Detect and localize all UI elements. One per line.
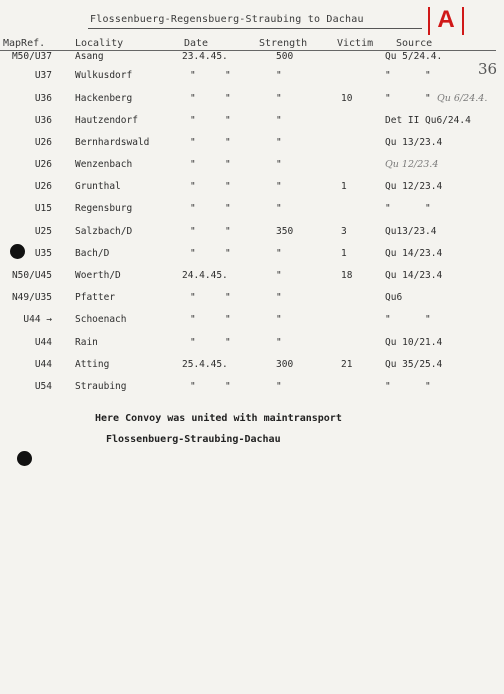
footer-note-line2: Flossenbuerg-Straubing-Dachau [106,434,281,445]
cell-locality: Asang [75,51,104,62]
cell-source: " [385,314,391,325]
cell-source-note: Qu 12/23.4 [385,159,439,170]
cell-locality: Atting [75,359,110,370]
cell-strength: " [276,70,282,81]
cell-date-ditto: " [190,203,196,214]
cell-mapref: N49/U35 [11,292,52,303]
cell-strength: " [276,181,282,192]
cell-date-ditto: " [225,137,231,148]
header-strength: Strength [259,38,308,49]
header-locality: Locality [75,38,124,49]
stamp-bar-right [462,7,464,35]
cell-source: Qu 35/25.4 [385,359,443,370]
cell-mapref: U37 [34,70,52,81]
cell-date: 25.4.45. [182,359,228,370]
punch-hole-mark [17,451,32,466]
cell-source-note: Qu 6/24.4. [437,93,488,104]
cell-mapref: M50/U37 [11,51,52,62]
cell-locality: Bernhardswald [75,137,150,148]
cell-date-ditto: " [190,337,196,348]
cell-source: " [385,70,391,81]
cell-date-ditto: " [190,137,196,148]
cell-date-ditto: " [225,115,231,126]
cell-date-ditto: " [225,226,231,237]
cell-locality: Rain [75,337,98,348]
cell-strength: " [276,93,282,104]
cell-victim: 18 [341,270,353,281]
cell-mapref: U54 [34,381,52,392]
cell-strength: " [276,248,282,259]
cell-strength: 300 [276,359,294,370]
cell-date-ditto: " [190,381,196,392]
cell-date-ditto: " [190,292,196,303]
cell-source-ditto: " [425,314,431,325]
cell-date-ditto: " [225,181,231,192]
cell-locality: Regensburg [75,203,133,214]
cell-locality: Schoenach [75,314,127,325]
cell-mapref: U36 [34,115,52,126]
cell-source-ditto: " [425,203,431,214]
header-victim: Victim [337,38,374,49]
cell-strength: " [276,137,282,148]
cell-locality: Hautzendorf [75,115,138,126]
cell-victim: 3 [341,226,347,237]
cell-mapref: U15 [34,203,52,214]
cell-mapref: U26 [34,181,52,192]
cell-locality: Grunthal [75,181,121,192]
cell-date-ditto: " [190,159,196,170]
cell-date-ditto: " [225,159,231,170]
cell-date-ditto: " [225,337,231,348]
cell-locality: Bach/D [75,248,110,259]
cell-date-ditto: " [225,70,231,81]
cell-date-ditto: " [190,248,196,259]
cell-source: " [385,93,391,104]
stamp-letter: A [437,6,455,33]
cell-victim: 1 [341,248,347,259]
footer-note-line1: Here Convoy was united with maintransport [95,413,342,424]
handwritten-a-stamp [426,5,466,35]
header-mapref: MapRef. [3,38,46,49]
cell-mapref: U26 [34,159,52,170]
cell-strength: " [276,270,282,281]
cell-date-ditto: " [225,203,231,214]
cell-source: Qu 14/23.4 [385,270,443,281]
cell-source-ditto: " [425,93,431,104]
cell-date-ditto: " [225,248,231,259]
header-source: Source [396,38,433,49]
title-underline [88,28,422,29]
cell-source-ditto: " [425,381,431,392]
cell-date: 23.4.45. [182,51,228,62]
cell-victim: 21 [341,359,353,370]
cell-locality: Salzbach/D [75,226,133,237]
cell-date-ditto: " [225,314,231,325]
cell-date-ditto: " [190,181,196,192]
cell-source: Qu13/23.4 [385,226,437,237]
cell-mapref: U35 [34,248,52,259]
cell-source: Qu 13/23.4 [385,137,443,148]
cell-source: " [385,203,391,214]
cell-strength: " [276,203,282,214]
cell-strength: " [276,337,282,348]
cell-date-ditto: " [225,292,231,303]
cell-date-ditto: " [225,93,231,104]
cell-date-ditto: " [190,70,196,81]
cell-locality: Hackenberg [75,93,133,104]
cell-locality: Wulkusdorf [75,70,133,81]
cell-source: " [385,381,391,392]
cell-strength: 500 [276,51,294,62]
cell-source: Qu 14/23.4 [385,248,443,259]
document-title: Flossenbuerg-Regensbuerg-Straubing to Dachau [90,14,364,25]
header-date: Date [184,38,209,49]
cell-source: Qu 10/21.4 [385,337,443,348]
cell-mapref: U44 [34,359,52,370]
cell-strength: " [276,115,282,126]
cell-locality: Pfatter [75,292,116,303]
cell-mapref: U36 [34,93,52,104]
cell-source: Qu6 [385,292,403,303]
cell-strength: 350 [276,226,294,237]
cell-mapref: U44 → [23,314,52,325]
cell-source-ditto: " [425,70,431,81]
cell-date-ditto: " [190,314,196,325]
cell-date-ditto: " [190,115,196,126]
cell-source: Qu 12/23.4 [385,181,443,192]
cell-victim: 1 [341,181,347,192]
stamp-bar-left [428,7,430,35]
cell-locality: Straubing [75,381,127,392]
cell-source: Qu 5/24.4. [385,51,443,62]
cell-victim: 10 [341,93,353,104]
cell-strength: " [276,159,282,170]
cell-date-ditto: " [225,381,231,392]
cell-date-ditto: " [190,226,196,237]
punch-hole-mark [10,244,25,259]
cell-date-ditto: " [190,93,196,104]
cell-mapref: U25 [34,226,52,237]
cell-strength: " [276,292,282,303]
cell-mapref: U44 [34,337,52,348]
cell-strength: " [276,381,282,392]
page-number: 36 [478,60,498,78]
cell-mapref: N50/U45 [11,270,52,281]
cell-mapref: U26 [34,137,52,148]
cell-source: Det II Qu6/24.4 [385,115,471,126]
cell-date: 24.4.45. [182,270,228,281]
cell-locality: Wenzenbach [75,159,133,170]
cell-locality: Woerth/D [75,270,121,281]
cell-strength: " [276,314,282,325]
